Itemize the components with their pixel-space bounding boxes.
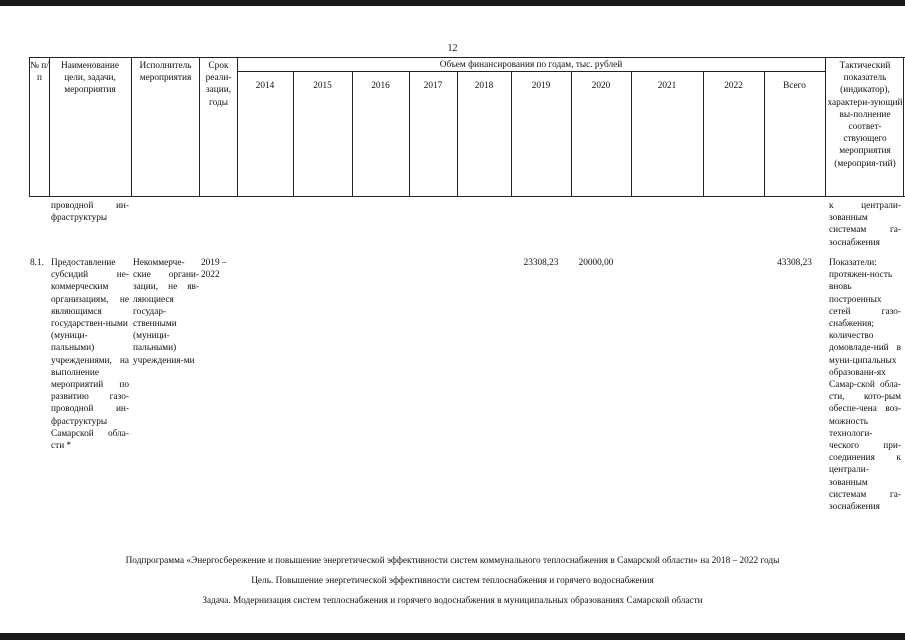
continued-name-text: проводной ин-фраструктуры [51, 201, 129, 224]
year-2021: 2021 [657, 81, 677, 91]
header-num: № п/п [30, 61, 49, 84]
row-name: Предоставление субсидий не-коммерческим организациям, не являющимся государствен-ными (муници-пальными) учреждениями, на выполнение мероприятий по развитию газо-проводной ин-фраструктуры Самарской обла-сти * [51, 258, 129, 452]
row-value-total: 43308,23 [777, 258, 812, 268]
col-line [49, 57, 50, 197]
year-2019: 2019 [531, 81, 551, 91]
goal-caption: Цель. Повышение энергетической эффективности систем теплоснабжения и горячего водоснабжения [251, 576, 654, 586]
header-executor: Исполнитель мероприятия [139, 61, 192, 84]
col-line [131, 57, 132, 197]
header-funding-title: Объем финансирования по годам, тыс. рублей [439, 60, 623, 70]
row-executor: Некоммерче-ские органи-зации, не яв-ляющиеся государ-ственными (муници-пальными) учреждения-ми [133, 258, 199, 366]
scan-top-edge [0, 0, 905, 6]
year-total: Всего [783, 81, 806, 91]
page-number: 12 [447, 43, 458, 54]
year-2016: 2016 [371, 81, 390, 91]
row-term: 2019 – 2022 [201, 258, 227, 281]
task-caption: Задача. Модернизация систем теплоснабжения и горячего водоснабжения в муниципальных образованиях Самарской области [202, 596, 703, 606]
row-number: 8.1. [30, 258, 44, 268]
col-line [903, 57, 904, 197]
header-term: Срок реали-зации, годы [205, 61, 232, 108]
col-line [237, 57, 238, 197]
header-indicator: Тактический показатель (индикатор), характери-зующий вы-полнение соответ-ствующего мероприятия (мероприя-тий) [827, 61, 903, 169]
header-top-line [29, 57, 905, 58]
header-bottom-line [29, 196, 905, 197]
continued-indicator-text: к централи-зованным системам га-зоснабжения [829, 201, 901, 248]
year-2020: 2020 [591, 81, 611, 91]
subprogram-caption: Подпрограмма «Энергосбережение и повышение энергетической эффективности систем коммунального теплоснабжения в Самарской области» на 2018 – 2022 годы [125, 556, 780, 566]
col-line [825, 57, 826, 197]
year-2022: 2022 [724, 81, 743, 91]
scan-bottom-edge [0, 633, 905, 640]
row-value-2020: 20000,00 [578, 258, 614, 268]
year-2015: 2015 [313, 81, 332, 91]
header-name: Наименование цели, задачи, мероприятия [61, 61, 119, 96]
year-2014: 2014 [255, 81, 275, 91]
year-2017: 2017 [423, 81, 443, 91]
row-indicator: Показатели: протяжен-ность вновь построенных сетей газо-снабжения; количество домовладе-ний в муни-ципальных образовани-ях Самар-ской обла-сти, кото-рым обеспе-чена воз-можность технологи-ческого при-соединения к централи-зованным системам га-зоснабжения [829, 258, 901, 513]
year-2018: 2018 [474, 81, 494, 91]
row-value-2019: 23308,23 [523, 258, 559, 268]
